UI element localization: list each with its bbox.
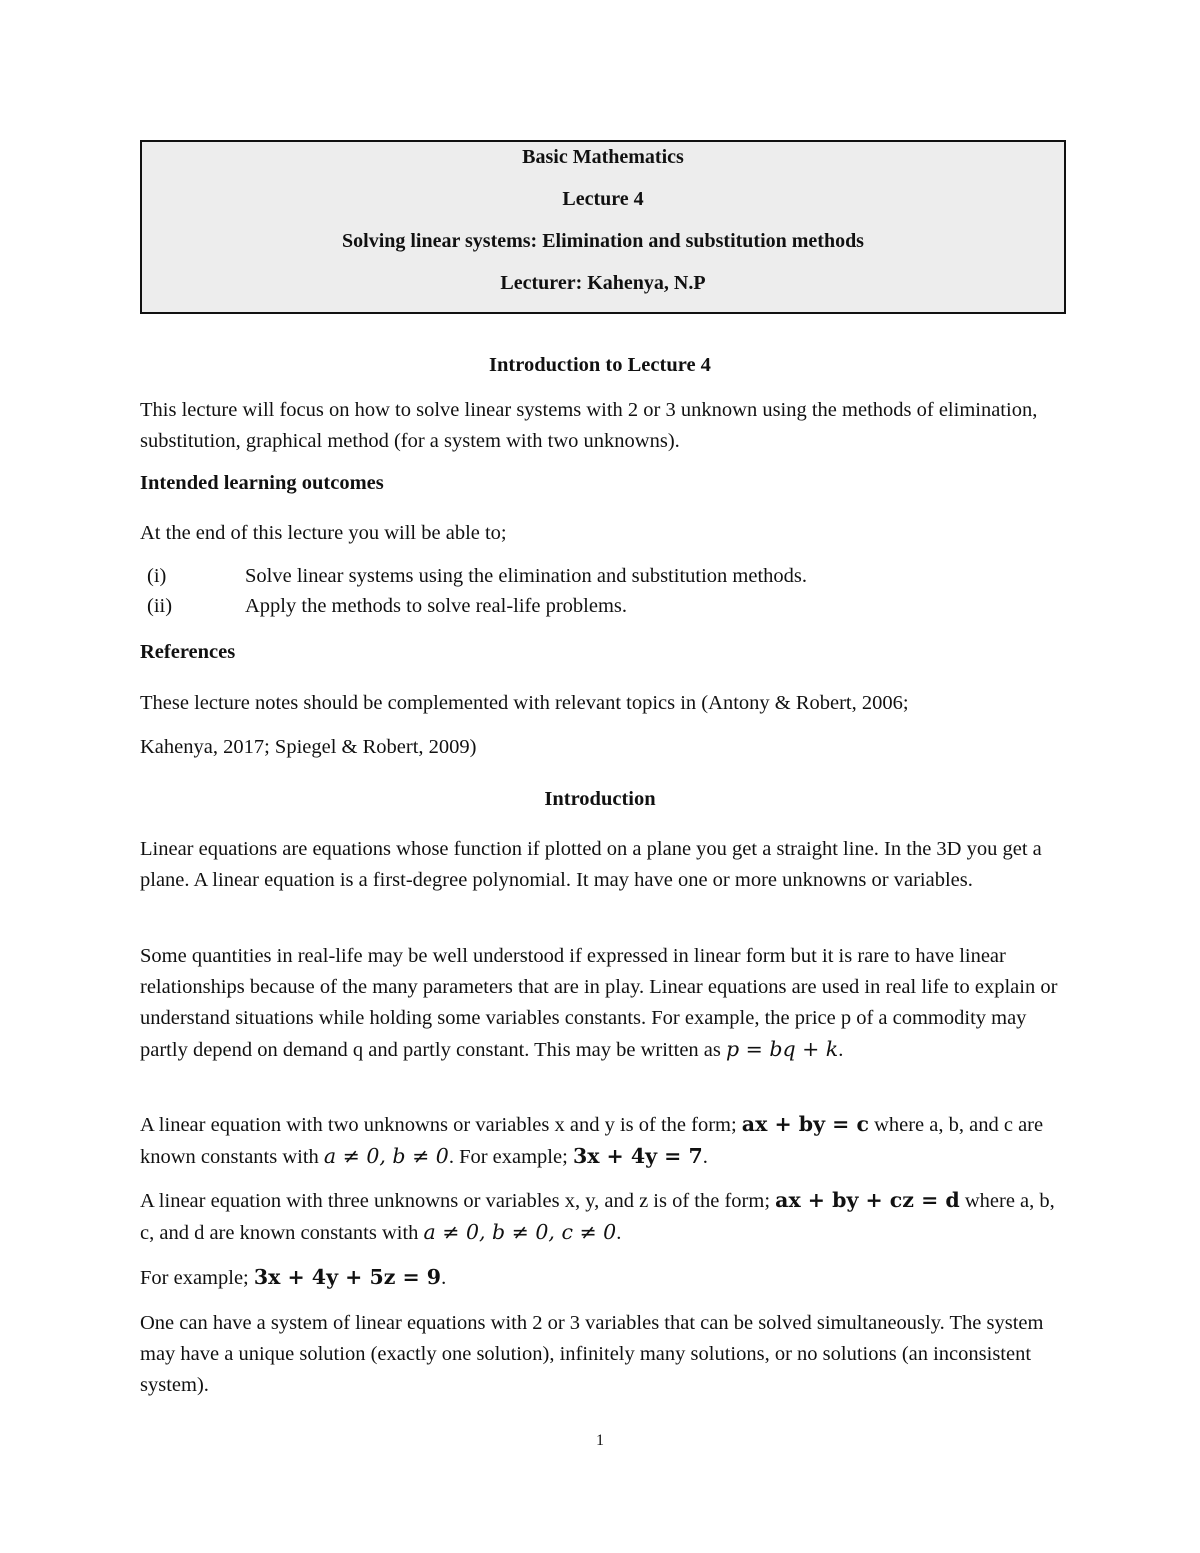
paragraph-text: where a, b, c, and d are known constants with — [140, 1190, 1055, 1244]
list-text: Apply the methods to solve real-life problems. — [245, 595, 628, 617]
intro-lecture-text: This lecture will focus on how to solve linear systems with 2 or 3 unknown using the methods of elimination, substitution, graphical method (for a system with two unknowns). — [140, 399, 1038, 452]
punctuation: . — [838, 1039, 844, 1061]
paragraph-text: A linear equation with two unknowns or variables x and y is of the form; — [140, 1114, 737, 1136]
three-var-form: ax + by + cz = d — [775, 1188, 960, 1212]
intro-paragraph-1: Linear equations are equations whose function if plotted on a plane you get a straight line. In the 3D you get a plane. A linear equation is a first-degree polynomial. It may have one or more unknowns or variables. — [140, 838, 1042, 891]
list-text: Solve linear systems using the elimination and substitution methods. — [245, 565, 807, 587]
list-number: (ii) — [147, 595, 173, 617]
paragraph-text: Some quantities in real-life may be well understood if expressed in linear form but it is rare to have linear relationships because of the many parameters that are in play. Linear equations are used in real life to explain or understand situations while holding some variables constants. For example, the price p of a commodity may partly depend on demand q and partly constant. This may be written as — [140, 945, 1058, 1061]
references-heading: References — [140, 641, 236, 663]
paragraph-text: For example; — [140, 1267, 249, 1289]
title-box — [140, 140, 1066, 314]
intro-paragraph-6: One can have a system of linear equations with 2 or 3 variables that can be solved simultaneously. The system may have a unique solution (exactly one solution), infinitely many solutions, or no solutions (an inconsistent system). — [140, 1312, 1044, 1396]
list-number: (i) — [147, 565, 167, 587]
intro-paragraph-2 — [140, 941, 1065, 1066]
introduction-heading: Introduction — [544, 788, 656, 810]
punctuation: . — [441, 1267, 447, 1289]
constant-condition: a ≠ 0, b ≠ 0 — [323, 1144, 449, 1168]
outcomes-lead: At the end of this lecture you will be able to; — [140, 522, 507, 544]
intro-paragraph-5 — [140, 1262, 1065, 1294]
page-number: 1 — [596, 1432, 604, 1449]
lecturer-name: Lecturer: Kahenya, N.P — [500, 272, 706, 294]
paragraph-text: where a, b, and c are known constants with — [140, 1114, 1044, 1168]
constant-condition: a ≠ 0, b ≠ 0, c ≠ 0 — [423, 1220, 617, 1244]
lecture-topic: Solving linear systems: Elimination and substitution methods — [342, 230, 864, 252]
two-var-form: ax + by = c — [741, 1112, 869, 1136]
paragraph-text: A linear equation with three unknowns or variables x, y, and z is of the form; — [140, 1190, 771, 1212]
price-equation: p = bq + k — [726, 1037, 839, 1061]
references-line-2: Kahenya, 2017; Spiegel & Robert, 2009) — [140, 736, 477, 758]
lecture-number: Lecture 4 — [562, 188, 644, 210]
punctuation: . — [702, 1146, 708, 1168]
course-title: Basic Mathematics — [522, 146, 684, 168]
paragraph-text: . For example; — [448, 1146, 568, 1168]
punctuation: . — [616, 1222, 622, 1244]
outcomes-heading: Intended learning outcomes — [140, 472, 384, 494]
intro-paragraph-4 — [140, 1185, 1065, 1249]
intro-paragraph-3 — [140, 1109, 1065, 1173]
intro-lecture-heading: Introduction to Lecture 4 — [489, 354, 711, 376]
references-line-1: These lecture notes should be complemented with relevant topics in (Antony & Robert, 2006; — [140, 692, 909, 714]
two-var-example: 3x + 4y = 7 — [572, 1144, 703, 1168]
three-var-example: 3x + 4y + 5z = 9 — [253, 1265, 442, 1289]
